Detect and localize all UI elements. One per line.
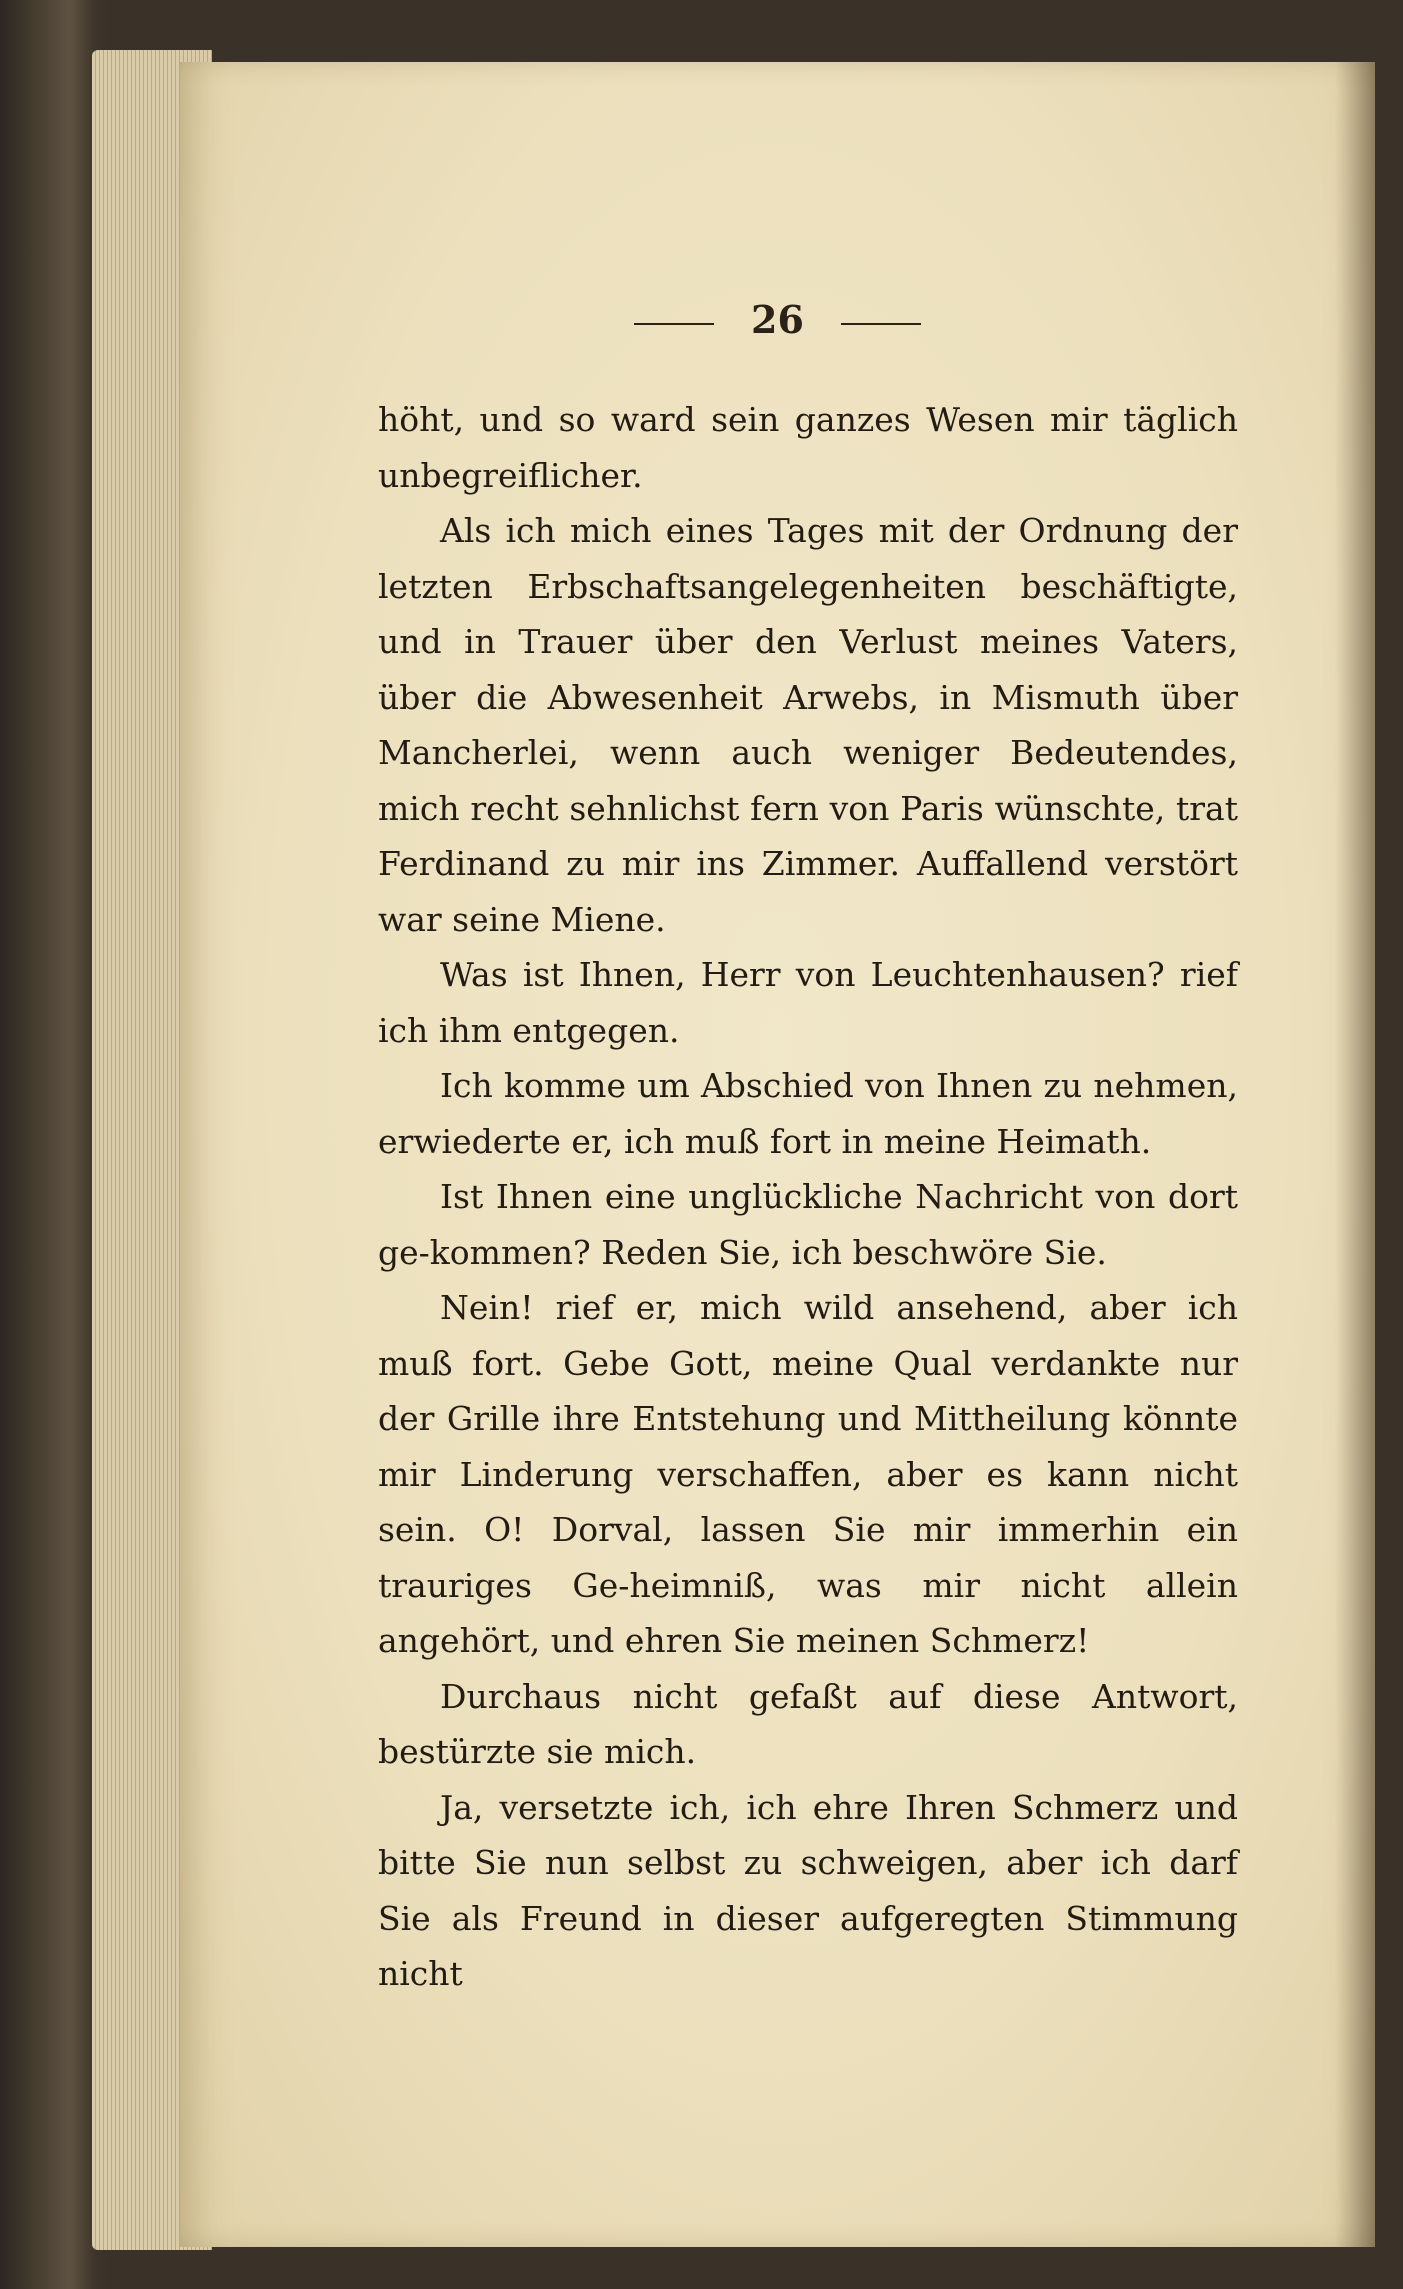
paragraph: Als ich mich eines Tages mit der Ordnung der letzten Erbschaftsangelegenheiten beschäftigte, und in Trauer über den Verlust meines Vaters, über die Abwesenheit Arwebs, in Mismuth über Mancherlei, wenn auch weniger Bedeutendes, mich recht sehnlichst fern von Paris wünschte, trat Ferdinand zu mir ins Zimmer. Auffallend verstört war seine Miene. bbox=[378, 511, 1238, 939]
paragraph: Ist Ihnen eine unglückliche Nachricht von dort ge-kommen? Reden Sie, ich beschwöre Sie. bbox=[378, 1177, 1238, 1272]
paragraph: Durchaus nicht gefaßt auf diese Antwort, bestürzte sie mich. bbox=[378, 1676, 1238, 1771]
paragraph: höht, und so ward sein ganzes Wesen mir täglich unbegreiflicher. bbox=[378, 400, 1238, 495]
page-header bbox=[180, 297, 1375, 367]
spine-shadow bbox=[1335, 62, 1375, 2247]
header-rule-left bbox=[634, 323, 714, 325]
page-number: 26 bbox=[751, 297, 804, 342]
body-text bbox=[378, 392, 1238, 2002]
paragraph: Was ist Ihnen, Herr von Leuchtenhausen? rief ich ihm entgegen. bbox=[378, 955, 1238, 1050]
header-rule-right bbox=[841, 323, 921, 325]
paragraph: Ich komme um Abschied von Ihnen zu nehmen, erwiederte er, ich muß fort in meine Heimath. bbox=[378, 1066, 1238, 1161]
paragraph: Nein! rief er, mich wild ansehend, aber ich muß fort. Gebe Gott, meine Qual verdankte nur der Grille ihre Entstehung und Mittheilung könnte mir Linderung verschaffen, aber es kann nicht sein. O! Dorval, lassen Sie mir immerhin ein trauriges Ge-heimniß, was mir nicht allein angehört, und ehren Sie meinen Schmerz! bbox=[378, 1288, 1238, 1660]
paragraph: Ja, versetzte ich, ich ehre Ihren Schmerz und bitte Sie nun selbst zu schweigen, aber ich darf Sie als Freund in dieser aufgeregten Stimmung nicht bbox=[378, 1787, 1238, 1993]
book-page bbox=[180, 62, 1375, 2247]
